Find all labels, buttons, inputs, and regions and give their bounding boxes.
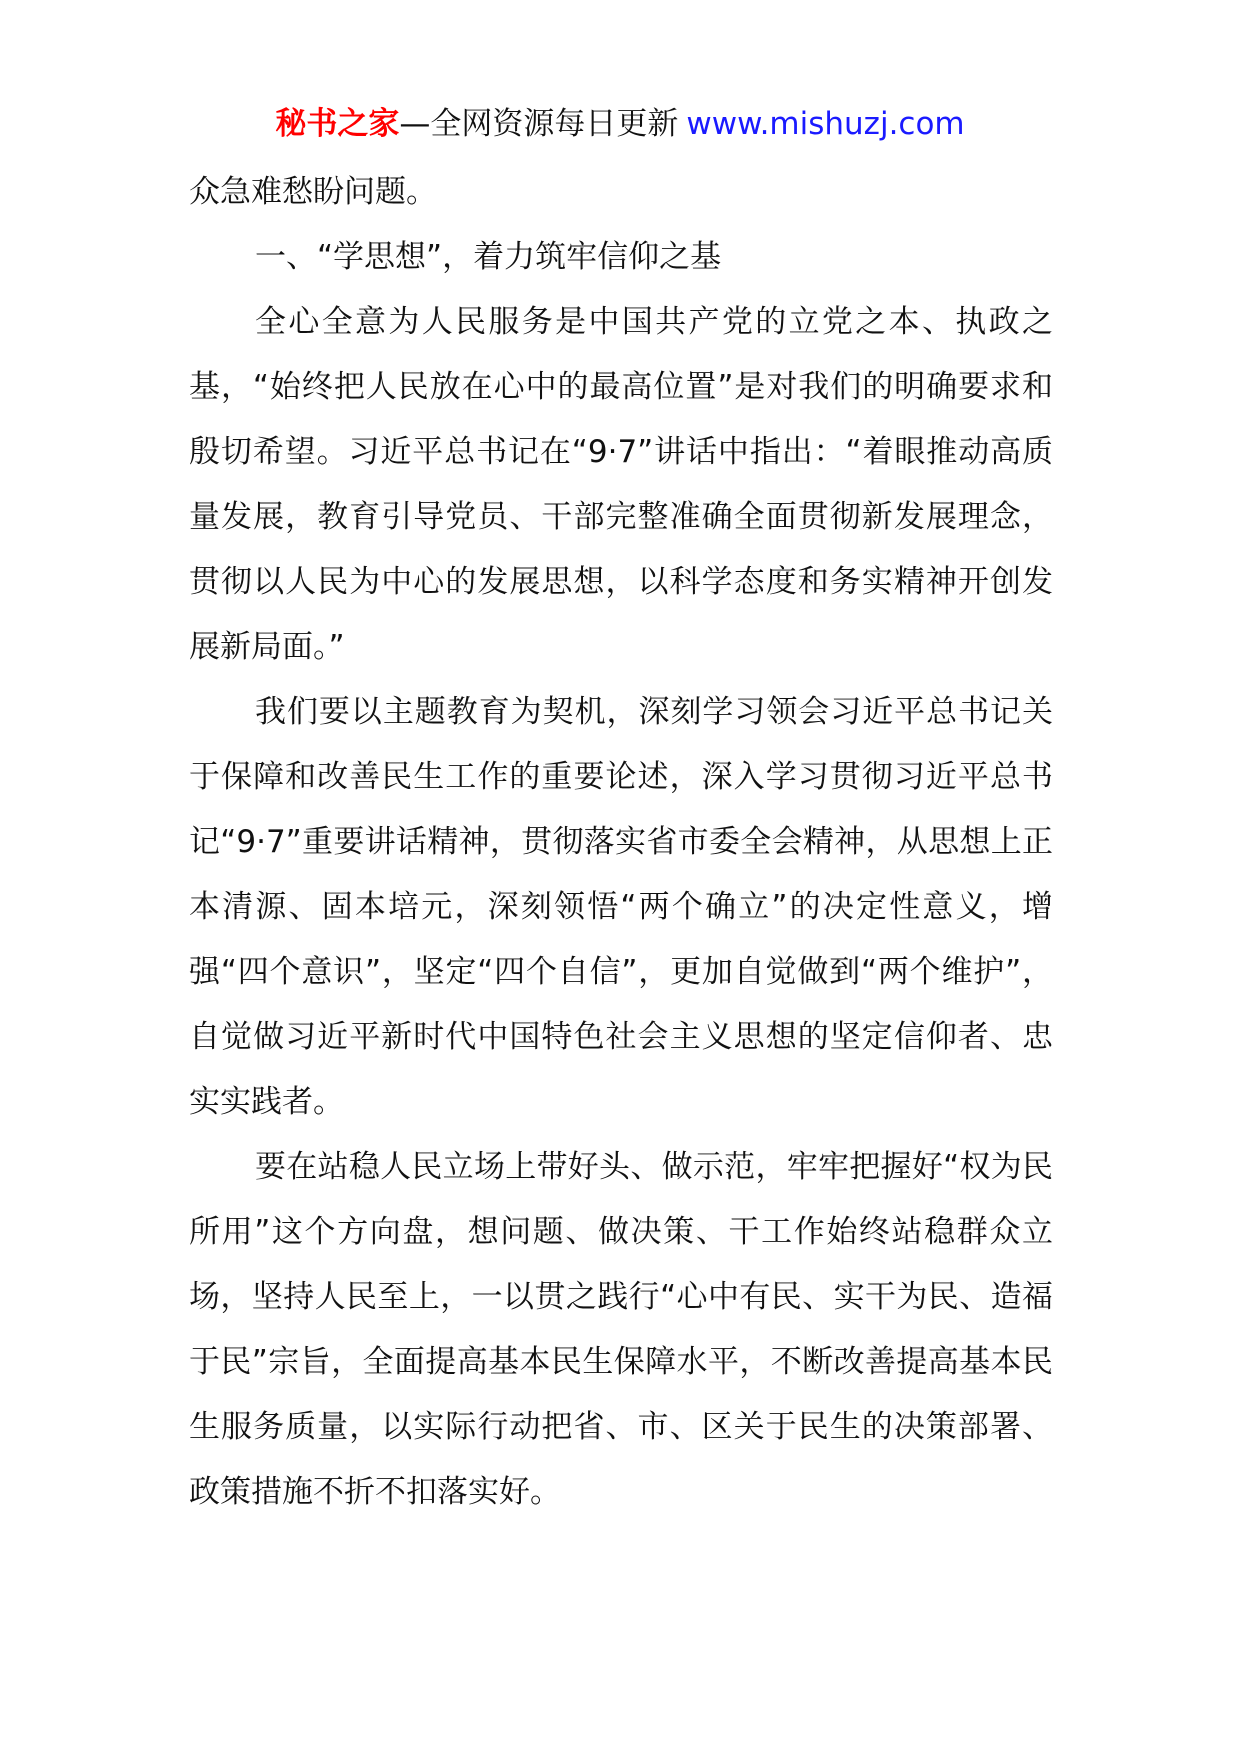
section-heading: 一、“学思想”，着力筑牢信仰之基 xyxy=(255,239,722,275)
document-body xyxy=(189,160,1053,1525)
site-url-link[interactable]: www.mishuzj.com xyxy=(686,106,965,142)
site-header xyxy=(0,102,1240,146)
site-slogan: —全网资源每日更新 xyxy=(399,106,679,142)
site-brand: 秘书之家 xyxy=(275,106,400,142)
paragraph: 我们要以主题教育为契机，深刻学习领会习近平总书记关于保障和改善民生工作的重要论述，深入学习贯彻习近平总书记“9·7”重要讲话精神，贯彻落实省市委全会精神，从思想上正本清源、固本培元，深刻领悟“两个确立”的决定性意义，增强“四个意识”，坚定“四个自信”，更加自觉做到“两个维护”，自觉做习近平新时代中国特色社会主义思想的坚定信仰者、忠实实践者。 xyxy=(189,694,1053,1120)
paragraph: 要在站稳人民立场上带好头、做示范，牢牢把握好“权为民所用”这个方向盘，想问题、做决策、干工作始终站稳群众立场，坚持人民至上，一以贯之践行“心中有民、实干为民、造福于民”宗旨，全面提高基本民生保障水平，不断改善提高基本民生服务质量，以实际行动把省、市、区关于民生的决策部署、政策措施不折不扣落实好。 xyxy=(189,1149,1053,1510)
paragraph-continuation: 众急难愁盼问题。 xyxy=(189,174,437,210)
paragraph: 全心全意为人民服务是中国共产党的立党之本、执政之基，“始终把人民放在心中的最高位置”是对我们的明确要求和殷切希望。习近平总书记在“9·7”讲话中指出：“着眼推动高质量发展，教育引导党员、干部完整准确全面贯彻新发展理念，贯彻以人民为中心的发展思想，以科学态度和务实精神开创发展新局面。” xyxy=(189,304,1053,665)
